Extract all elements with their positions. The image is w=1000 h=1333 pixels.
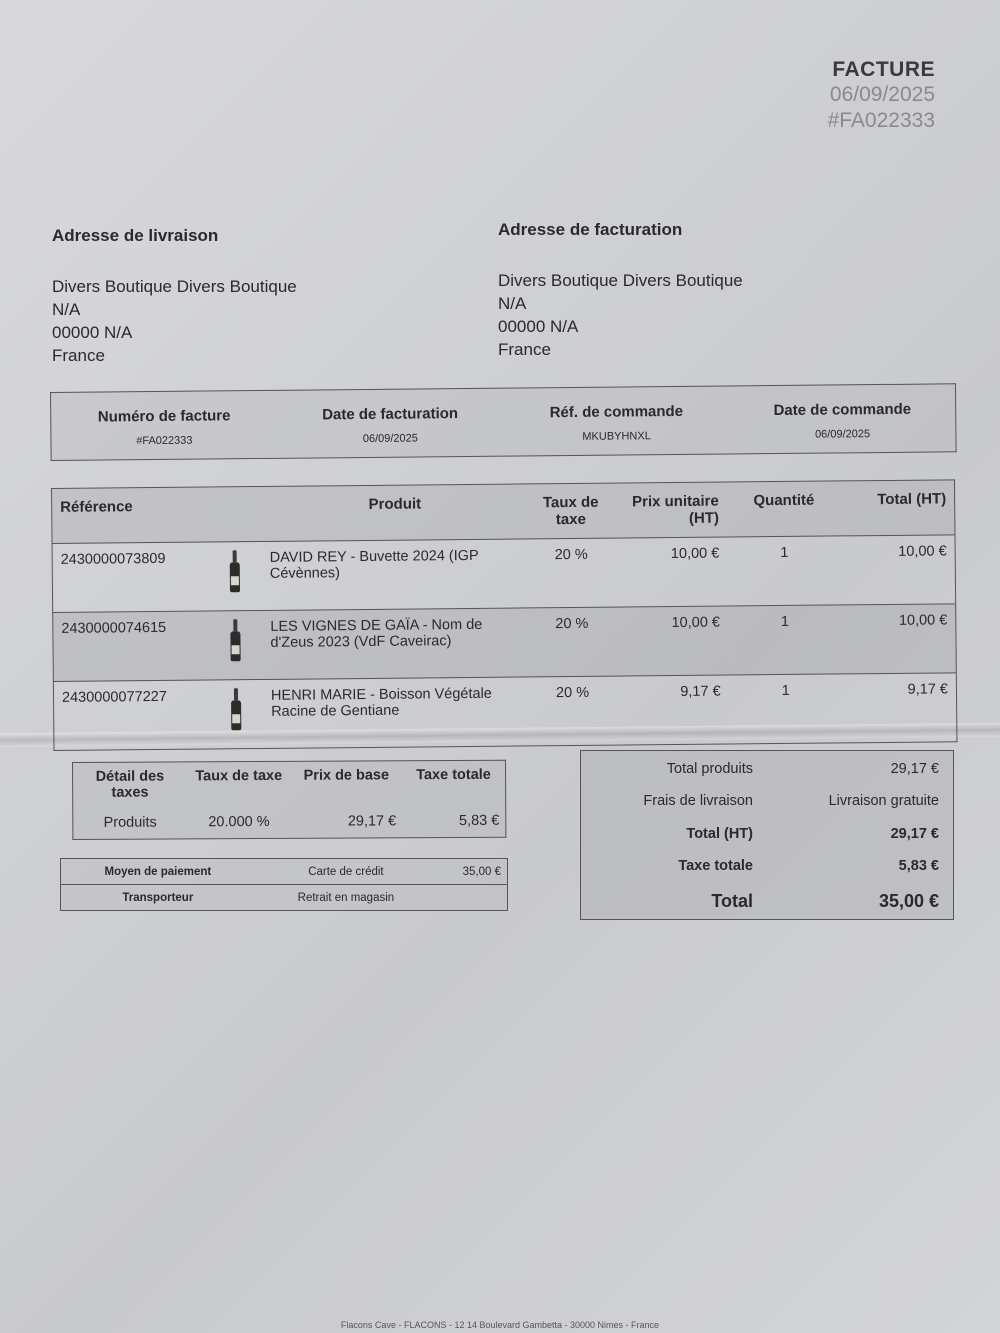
col-header-unit-price: Prix unitaire (HT): [632, 492, 720, 527]
row-unit-price: 10,00 €: [614, 606, 729, 676]
tax-header-base: Prix de base: [303, 767, 390, 784]
shipping-fee-label: Frais de livraison: [643, 793, 753, 809]
table-row: [53, 673, 957, 751]
tax-row-base: 29,17 €: [347, 813, 397, 830]
carrier-value: Retrait en magasin: [255, 885, 437, 911]
row-unit-price: 10,00 €: [613, 537, 728, 607]
billing-line-street: N/A: [498, 294, 527, 313]
total-products-label: Total produits: [666, 761, 753, 777]
invoice-header: [828, 58, 935, 134]
bottle-icon: [208, 679, 263, 749]
tax-row-total: 5,83 €: [458, 812, 500, 829]
shipping-line-name: Divers Boutique Divers Boutique: [52, 277, 297, 296]
info-order-ref: MKUBYHNXL: [582, 430, 651, 443]
billing-address: [498, 218, 743, 361]
total-products-value: 29,17 €: [890, 761, 939, 777]
table-row: [53, 604, 957, 682]
tax-row-rate: 20.000 %: [208, 813, 270, 831]
col-header-tax-rate: Taux de taxe: [542, 493, 599, 529]
total-ht-label: Total (HT): [686, 826, 753, 842]
invoice-info-table: [50, 383, 957, 461]
row-reference: 2430000074615: [53, 611, 209, 681]
info-header-order-date: Date de commande: [773, 400, 912, 420]
col-header-total: Total (HT): [877, 490, 947, 509]
carrier-label: Transporteur: [61, 885, 255, 911]
shipping-line-street: N/A: [52, 300, 81, 319]
tax-detail-table: [72, 760, 506, 840]
row-tax-rate: 20 %: [530, 607, 615, 677]
row-tax-rate: 20 %: [530, 676, 615, 746]
shipping-line-city: 00000 N/A: [52, 323, 133, 342]
carrier-amount: [437, 885, 507, 911]
col-header-quantity: Quantité: [753, 491, 815, 510]
row-total: 9,17 €: [843, 673, 957, 743]
payment-table: [60, 858, 508, 911]
info-order-date: 06/09/2025: [814, 428, 871, 441]
payment-method-value: Carte de crédit: [308, 866, 384, 878]
bottle-icon: [208, 610, 263, 680]
row-total: 10,00 €: [841, 535, 955, 605]
billing-line-country: France: [498, 340, 551, 359]
total-tax-value: 5,83 €: [898, 858, 939, 874]
row-quantity: 1: [728, 605, 843, 675]
info-invoice-date: 06/09/2025: [362, 432, 418, 445]
billing-address-title: Adresse de facturation: [498, 220, 683, 239]
row-unit-price: 9,17 €: [615, 675, 730, 745]
tax-row-label: Produits: [103, 814, 157, 831]
company-footer: Flacons Cave - FLACONS - 12 14 Boulevard Gambetta - 30000 Nimes - France: [340, 1320, 660, 1330]
products-table: [51, 479, 957, 751]
row-total: 10,00 €: [842, 604, 956, 674]
document-type: FACTURE: [832, 58, 935, 81]
payment-method-label: Moyen de paiement: [104, 866, 212, 878]
payment-method-amount: 35,00 €: [462, 866, 501, 878]
billing-line-city: 00000 N/A: [498, 317, 579, 336]
row-product-name: LES VIGNES DE GAÏA - Nom de d'Zeus 2023 (VdF Caveirac): [262, 608, 530, 680]
info-header-order-ref: Réf. de commande: [549, 402, 684, 422]
invoice-date: 06/09/2025: [829, 83, 935, 106]
bottle-icon: [207, 541, 262, 611]
row-reference: 2430000073809: [52, 542, 208, 612]
total-ht-value: 29,17 €: [890, 826, 939, 842]
col-header-product: Produit: [368, 495, 422, 513]
total-tax-label: Taxe totale: [678, 858, 753, 874]
row-product-name: DAVID REY - Buvette 2024 (IGP Cévènnes): [262, 539, 530, 611]
row-product-name: HENRI MARIE - Boisson Végétale Racine de Gentiane: [263, 677, 531, 749]
shipping-address: [52, 224, 297, 367]
col-header-reference: Référence: [60, 498, 133, 516]
totals-box: [580, 750, 954, 920]
tax-header-rate: Taux de taxe: [195, 767, 283, 785]
info-header-invoice-number: Numéro de facture: [97, 407, 231, 426]
invoice-number: #FA022333: [827, 109, 935, 132]
row-quantity: 1: [728, 674, 843, 744]
info-invoice-number: #FA022333: [136, 434, 193, 448]
shipping-fee-value: Livraison gratuite: [828, 793, 939, 809]
row-reference: 2430000077227: [53, 680, 209, 750]
grand-total-label: Total: [711, 891, 753, 911]
row-tax-rate: 20 %: [529, 538, 614, 608]
table-row: [52, 535, 956, 613]
tax-header-detail: Détail des taxes: [95, 768, 165, 801]
grand-total-value: 35,00 €: [878, 891, 939, 911]
col-header-image: [206, 486, 261, 542]
shipping-address-title: Adresse de livraison: [52, 226, 219, 245]
billing-line-name: Divers Boutique Divers Boutique: [498, 271, 743, 290]
info-header-invoice-date: Date de facturation: [322, 405, 459, 424]
row-quantity: 1: [727, 536, 842, 606]
tax-header-total: Taxe totale: [416, 766, 491, 784]
shipping-line-country: France: [52, 346, 105, 365]
